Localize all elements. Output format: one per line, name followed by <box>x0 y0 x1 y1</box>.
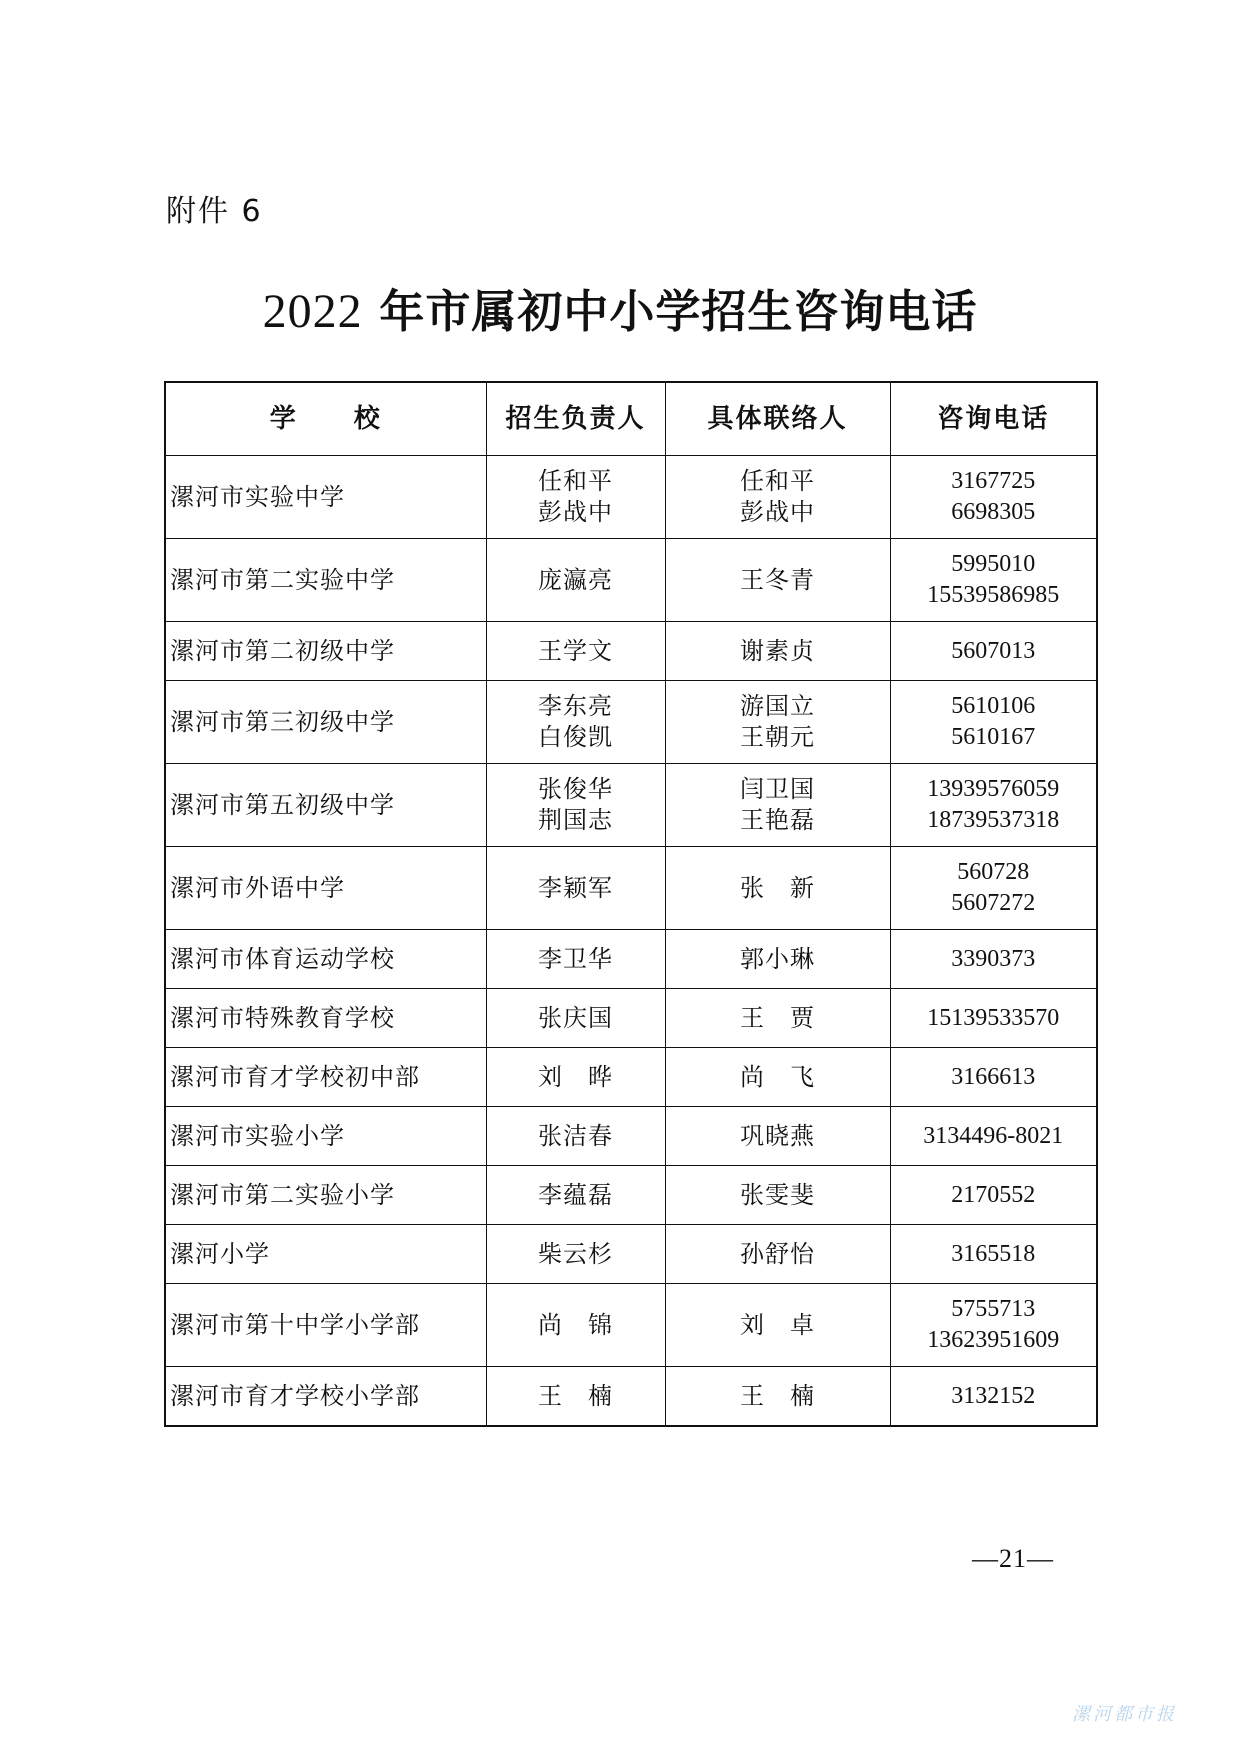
table-row <box>165 989 1097 1048</box>
cell-phone <box>890 539 1097 622</box>
cell-school: 漯河市第三初级中学 <box>165 681 486 764</box>
cell-contact-person-line: 张 新 <box>740 873 815 902</box>
cell-phone <box>890 847 1097 930</box>
table-row <box>165 1048 1097 1107</box>
table-body <box>165 456 1097 1427</box>
cell-phone <box>890 930 1097 989</box>
cell-contact-person-line: 孙舒怡 <box>740 1239 815 1268</box>
cell-school: 漯河小学 <box>165 1225 486 1284</box>
table-row <box>165 764 1097 847</box>
cell-admissions-head-line: 尚 锦 <box>538 1310 613 1339</box>
cell-admissions-head-line: 李东亮 <box>538 692 613 720</box>
header-contact-person: 具体联络人 <box>665 382 890 456</box>
cell-admissions-head <box>486 989 665 1048</box>
cell-contact-person-line: 游国立 <box>740 692 815 720</box>
cell-contact-person <box>665 1367 890 1427</box>
cell-contact-person <box>665 1225 890 1284</box>
cell-contact-person-line: 王冬青 <box>740 565 815 594</box>
table-row <box>165 1367 1097 1427</box>
cell-contact-person-line: 谢素贞 <box>740 636 815 665</box>
cell-contact-person <box>665 1166 890 1225</box>
cell-admissions-head <box>486 847 665 930</box>
attachment-label: 附件 6 <box>166 194 263 229</box>
cell-admissions-head-line: 任和平 <box>538 467 613 495</box>
table-row <box>165 1166 1097 1225</box>
cell-phone <box>890 1107 1097 1166</box>
cell-phone-line: 5610167 <box>951 724 1036 750</box>
cell-phone-line: 3165518 <box>951 1240 1036 1267</box>
cell-school: 漯河市实验小学 <box>165 1107 486 1166</box>
cell-phone-line: 5607272 <box>951 890 1036 916</box>
cell-phone-line: 5995010 <box>951 551 1036 577</box>
table-row <box>165 847 1097 930</box>
cell-phone-line: 2170552 <box>951 1181 1036 1208</box>
table-row <box>165 1225 1097 1284</box>
cell-contact-person-line: 王 楠 <box>740 1381 815 1410</box>
cell-phone-line: 3134496-8021 <box>923 1122 1064 1149</box>
contacts-table <box>164 381 1098 1427</box>
cell-school: 漯河市特殊教育学校 <box>165 989 486 1048</box>
cell-phone-line: 18739537318 <box>927 807 1060 833</box>
cell-phone <box>890 1284 1097 1367</box>
cell-phone <box>890 1225 1097 1284</box>
cell-admissions-head-line: 白俊凯 <box>538 723 613 751</box>
cell-phone-line: 3167725 <box>951 468 1036 494</box>
cell-contact-person <box>665 622 890 681</box>
cell-admissions-head-line: 彭战中 <box>538 498 613 526</box>
cell-admissions-head <box>486 681 665 764</box>
cell-school: 漯河市第五初级中学 <box>165 764 486 847</box>
cell-contact-person-line: 尚 飞 <box>740 1062 815 1091</box>
table-row <box>165 1107 1097 1166</box>
header-phone: 咨询电话 <box>890 382 1097 456</box>
table-header-row <box>165 382 1097 456</box>
cell-school: 漯河市育才学校小学部 <box>165 1367 486 1427</box>
cell-contact-person <box>665 456 890 539</box>
cell-contact-person-line: 闫卫国 <box>740 775 815 803</box>
cell-phone-line: 5610106 <box>951 693 1036 719</box>
cell-contact-person-line: 王艳磊 <box>740 806 815 834</box>
cell-phone-line: 13623951609 <box>927 1327 1060 1353</box>
page-number: —21— <box>972 1544 1054 1573</box>
cell-admissions-head-line: 荆国志 <box>538 806 613 834</box>
cell-contact-person-line: 刘 卓 <box>740 1310 815 1339</box>
cell-phone-line: 560728 <box>957 859 1030 885</box>
table-row <box>165 456 1097 539</box>
cell-school: 漯河市育才学校初中部 <box>165 1048 486 1107</box>
cell-contact-person-line: 王朝元 <box>740 723 815 751</box>
cell-contact-person-line: 张雯斐 <box>740 1180 815 1209</box>
cell-contact-person <box>665 930 890 989</box>
cell-school: 漯河市实验中学 <box>165 456 486 539</box>
cell-admissions-head <box>486 622 665 681</box>
cell-admissions-head <box>486 1225 665 1284</box>
table-row <box>165 930 1097 989</box>
cell-admissions-head-line: 王 楠 <box>538 1381 613 1410</box>
cell-contact-person <box>665 1048 890 1107</box>
cell-admissions-head <box>486 1107 665 1166</box>
cell-phone <box>890 622 1097 681</box>
cell-contact-person <box>665 764 890 847</box>
cell-phone-line: 5755713 <box>951 1296 1036 1322</box>
cell-admissions-head-line: 李颖军 <box>538 873 613 902</box>
cell-phone <box>890 456 1097 539</box>
cell-phone-line: 13939576059 <box>927 776 1060 802</box>
cell-contact-person <box>665 1107 890 1166</box>
cell-phone-line: 3390373 <box>951 945 1036 972</box>
table-row <box>165 1284 1097 1367</box>
cell-admissions-head <box>486 1284 665 1367</box>
cell-contact-person <box>665 847 890 930</box>
cell-admissions-head <box>486 764 665 847</box>
cell-contact-person <box>665 681 890 764</box>
cell-phone <box>890 681 1097 764</box>
cell-contact-person <box>665 1284 890 1367</box>
cell-admissions-head-line: 庞瀛亮 <box>538 565 613 594</box>
cell-phone <box>890 1367 1097 1427</box>
cell-admissions-head <box>486 1367 665 1427</box>
cell-school: 漯河市体育运动学校 <box>165 930 486 989</box>
cell-admissions-head-line: 李蕴磊 <box>538 1180 613 1209</box>
watermark: 漯河都市报 <box>1072 1704 1177 1725</box>
header-school: 学 校 <box>165 382 486 456</box>
cell-contact-person-line: 郭小琳 <box>740 944 815 973</box>
cell-admissions-head-line: 柴云杉 <box>538 1239 613 1268</box>
cell-admissions-head-line: 张俊华 <box>538 775 613 803</box>
cell-admissions-head-line: 张洁春 <box>538 1121 613 1150</box>
cell-contact-person-line: 彭战中 <box>740 498 815 526</box>
page-title <box>0 282 1240 342</box>
cell-contact-person-line: 任和平 <box>740 467 815 495</box>
cell-admissions-head <box>486 1048 665 1107</box>
cell-phone <box>890 764 1097 847</box>
cell-admissions-head-line: 刘 晔 <box>538 1062 613 1091</box>
cell-phone-line: 6698305 <box>951 499 1036 525</box>
cell-school: 漯河市第二初级中学 <box>165 622 486 681</box>
cell-contact-person-line: 巩晓燕 <box>740 1121 815 1150</box>
cell-admissions-head <box>486 456 665 539</box>
cell-school: 漯河市第二实验中学 <box>165 539 486 622</box>
table-row <box>165 681 1097 764</box>
cell-phone-line: 15139533570 <box>927 1004 1060 1031</box>
table-row <box>165 622 1097 681</box>
cell-admissions-head <box>486 930 665 989</box>
title-text: 年市属初中小学招生咨询电话 <box>362 285 978 338</box>
cell-phone <box>890 1166 1097 1225</box>
cell-admissions-head-line: 王学文 <box>538 636 613 665</box>
cell-contact-person-line: 王 贾 <box>740 1003 815 1032</box>
cell-contact-person <box>665 989 890 1048</box>
cell-phone-line: 3132152 <box>951 1382 1036 1409</box>
cell-school: 漯河市第十中学小学部 <box>165 1284 486 1367</box>
cell-school: 漯河市第二实验小学 <box>165 1166 486 1225</box>
header-admissions-head: 招生负责人 <box>486 382 665 456</box>
table-row <box>165 539 1097 622</box>
cell-admissions-head-line: 张庆国 <box>538 1003 613 1032</box>
cell-school: 漯河市外语中学 <box>165 847 486 930</box>
cell-phone <box>890 989 1097 1048</box>
cell-phone-line: 15539586985 <box>927 582 1060 608</box>
cell-phone-line: 5607013 <box>951 637 1036 664</box>
cell-admissions-head <box>486 1166 665 1225</box>
cell-admissions-head <box>486 539 665 622</box>
title-year: 2022 <box>262 285 363 338</box>
cell-admissions-head-line: 李卫华 <box>538 944 613 973</box>
cell-phone <box>890 1048 1097 1107</box>
cell-phone-line: 3166613 <box>951 1063 1036 1090</box>
cell-contact-person <box>665 539 890 622</box>
